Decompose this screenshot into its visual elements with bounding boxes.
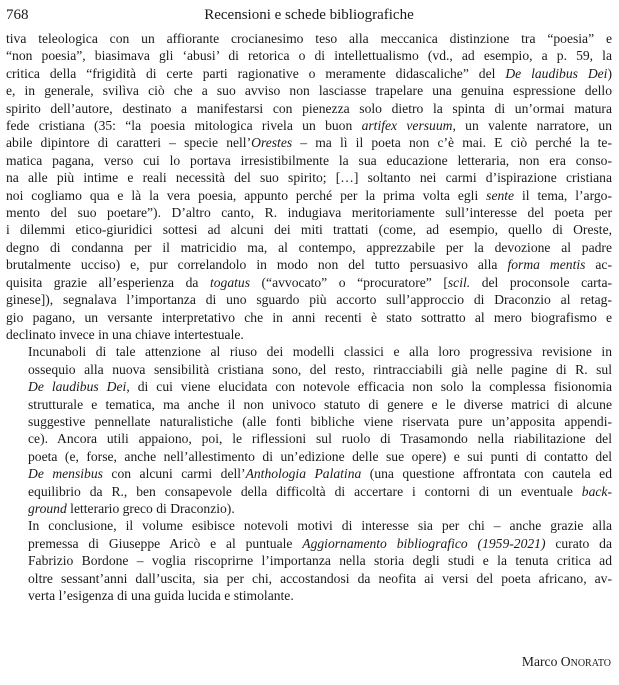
italic-term: Orestes <box>251 135 293 151</box>
text-line <box>6 187 612 204</box>
text-line <box>6 343 612 360</box>
italic-term: forma mentis <box>507 257 586 273</box>
running-title: Recensioni e schede bibliografiche <box>204 7 414 23</box>
text-line <box>6 483 612 500</box>
text-line <box>6 465 612 482</box>
italic-term: De laudibus Dei <box>505 65 608 81</box>
text-line <box>6 291 612 308</box>
italic-term: De mensibus <box>28 466 103 482</box>
text-line <box>6 430 612 447</box>
text-line <box>6 82 612 99</box>
text-segment: declinato invece in una chiave intertestuale. <box>6 326 244 342</box>
text-segment: critica della “frigidità di certe parti ragionative o meramente didascaliche” del <box>6 65 506 81</box>
paragraph <box>6 343 612 517</box>
page-header <box>6 4 612 26</box>
text-line <box>6 500 612 517</box>
text-line <box>6 117 612 134</box>
text-line <box>6 448 612 465</box>
paragraph <box>6 517 612 604</box>
text-line <box>6 100 612 117</box>
italic-term: De laudibus Dei <box>28 379 127 395</box>
text-segment: suggestive pennellate naturalistiche (alle fonti bibliche viene riservata pure un’apposita appendi- <box>28 413 612 429</box>
italic-term: togatus <box>209 274 250 290</box>
text-segment: poeta (e, forse, anche nell’allestimento di un’edizione delle sue opere) e sui punti di contatto del <box>28 448 612 464</box>
text-segment: spirito dell’autore, destinato a manifestarsi con pienezza solo dietro la spinta di un’ormai matura <box>6 100 612 116</box>
text-line <box>6 204 612 221</box>
text-segment: e, in generale, svilìva ciò che a suo avviso non lasciasse trapelare una genuina espressione dello <box>6 83 612 99</box>
text-line <box>6 134 612 151</box>
text-segment: i dilemmi etico-giuridici sottesi ad alcuni dei miti trattati (come, ad esempio, quello di Oreste, <box>6 222 612 238</box>
text-line <box>6 378 612 395</box>
text-segment: quisita grazie all’esperienza da <box>6 274 210 290</box>
text-segment: tiva teleologica con un affiorante crocianesimo teso alla meccanica distinzione tra “poesia” e <box>6 31 612 46</box>
text-segment: ginese]), segnalava l’importanza di uno sguardo più accorto sull’approccio di Draconzio al retag- <box>6 292 612 308</box>
text-line <box>6 274 612 291</box>
text-segment: con alcuni carmi dell’ <box>102 466 246 482</box>
text-segment: (“avvocato” o “procuratore” [ <box>249 274 448 290</box>
italic-term: Aggiornamento bibliografico (1959-2021) <box>302 535 546 551</box>
text-segment: premessa di Giuseppe Aricò e al puntuale <box>28 535 303 551</box>
text-segment: noi cogliamo qua e là la vera poesia, appunto perché per la prima volta egli <box>6 187 487 203</box>
text-segment: oltre sessant’anni dall’uscita, sia per chi, accostandosi da neofita ai versi del poeta africano, av- <box>28 570 612 586</box>
italic-term: back- <box>581 483 612 499</box>
text-segment: In conclusione, il volume esibisce notevoli motivi di interesse sia per chi – anche grazie alla <box>28 518 612 534</box>
text-segment: Incunaboli di tale attenzione al riuso dei modelli classici e alla loro progressiva revisione in <box>28 344 612 360</box>
text-segment: , di cui viene elucidata con notevole efficacia non solo la complessa fisionomia <box>126 379 612 395</box>
text-line <box>6 309 612 326</box>
text-line <box>6 587 612 604</box>
text-segment: “non poesia”, biasimava gli ‘abusi’ di retorica o di intellettualismo (vd., ad esempio, a p. 59, la <box>6 48 612 64</box>
text-line <box>6 30 612 47</box>
text-line <box>6 361 612 378</box>
review-body <box>6 30 612 604</box>
text-segment: matica pagana, verso cui lo portava irresistibilmente la sua educazione letteraria, non era conso- <box>6 152 612 168</box>
text-segment: mento del suo poetare”). D’altro canto, R. indugiava meritoriamente sull’interesse del poeta per <box>6 205 612 221</box>
text-line <box>6 169 612 186</box>
text-segment: – ma lì il poeta non c’è mai. E ciò perché la te- <box>292 135 612 151</box>
text-segment: ) <box>607 65 612 81</box>
text-segment: fede cristiana (35: “la poesia mitologica rivela un buon <box>6 118 362 134</box>
italic-term: artifex versuum <box>361 118 453 134</box>
text-segment: , un valente narratore, un <box>452 118 612 134</box>
text-line <box>6 256 612 273</box>
text-line <box>6 535 612 552</box>
italic-term: ground <box>28 500 67 516</box>
text-line <box>6 221 612 238</box>
text-segment: verta l’esigenza di una guida lucida e stimolante. <box>28 588 294 603</box>
text-segment: equilibrio da R., ben consapevole della difficoltà di accertare i contorni di un eventuale <box>28 483 582 499</box>
text-line <box>6 65 612 82</box>
text-segment: brutalmente ucciso) e, pur correlandolo in modo non del tutto persuasivo alla <box>6 257 508 273</box>
text-segment: ce). Ancora utili appaiono, poi, le riflessioni sul ruolo di Trasamondo nella riabilitazione del <box>28 431 612 447</box>
text-segment: (una questione affrontata con cautela ed <box>361 466 612 482</box>
text-line <box>6 152 612 169</box>
italic-term: Anthologia Palatina <box>245 466 362 482</box>
text-segment: abile dipintore di caratteri – specie nell’ <box>6 135 252 151</box>
text-line <box>6 239 612 256</box>
text-line <box>6 517 612 534</box>
italic-term: sente <box>486 187 515 203</box>
author-last-name: Onorato <box>560 654 611 669</box>
text-segment: Fabrizio Bordone – voglia riscoprirne l’importanza nella storia degli studi e la tenuta critica ad <box>28 553 612 569</box>
text-line <box>6 413 612 430</box>
text-segment: ac- <box>585 257 612 273</box>
text-segment: ossequio alla nuova sensibilità cristiana sono, del resto, rintracciabili già nelle pagine di R. sul <box>28 361 612 377</box>
text-segment: curato da <box>545 535 612 551</box>
text-line <box>6 326 612 343</box>
text-segment: na alle più intime e reali necessità del suo spirito; […] soltanto nei carmi d’ispirazione cristiana <box>6 170 612 186</box>
text-line <box>6 552 612 569</box>
paragraph <box>6 30 612 343</box>
text-segment: letterario greco di Draconzio). <box>66 500 235 516</box>
text-segment: il tema, l’argo- <box>514 187 612 203</box>
text-line <box>6 396 612 413</box>
text-segment: del proconsole carta- <box>470 274 613 290</box>
italic-term: scil. <box>447 274 471 290</box>
text-segment: strutturale e tematica, ma anche il non univoco statuto di genere e le diverse matrici di alcune <box>28 396 612 412</box>
text-segment: gio pagano, un versante interpretativo che in anni recenti è stato sottratto al mero biografismo e <box>6 309 612 325</box>
author-first-name: Marco <box>521 654 558 669</box>
author-signature <box>522 653 611 671</box>
text-line <box>6 570 612 587</box>
page-number: 768 <box>6 7 29 23</box>
text-segment: degno di condanna per il matricidio ma, al contempo, apprezzabile per la devozione al padre <box>6 239 612 255</box>
text-line <box>6 47 612 64</box>
